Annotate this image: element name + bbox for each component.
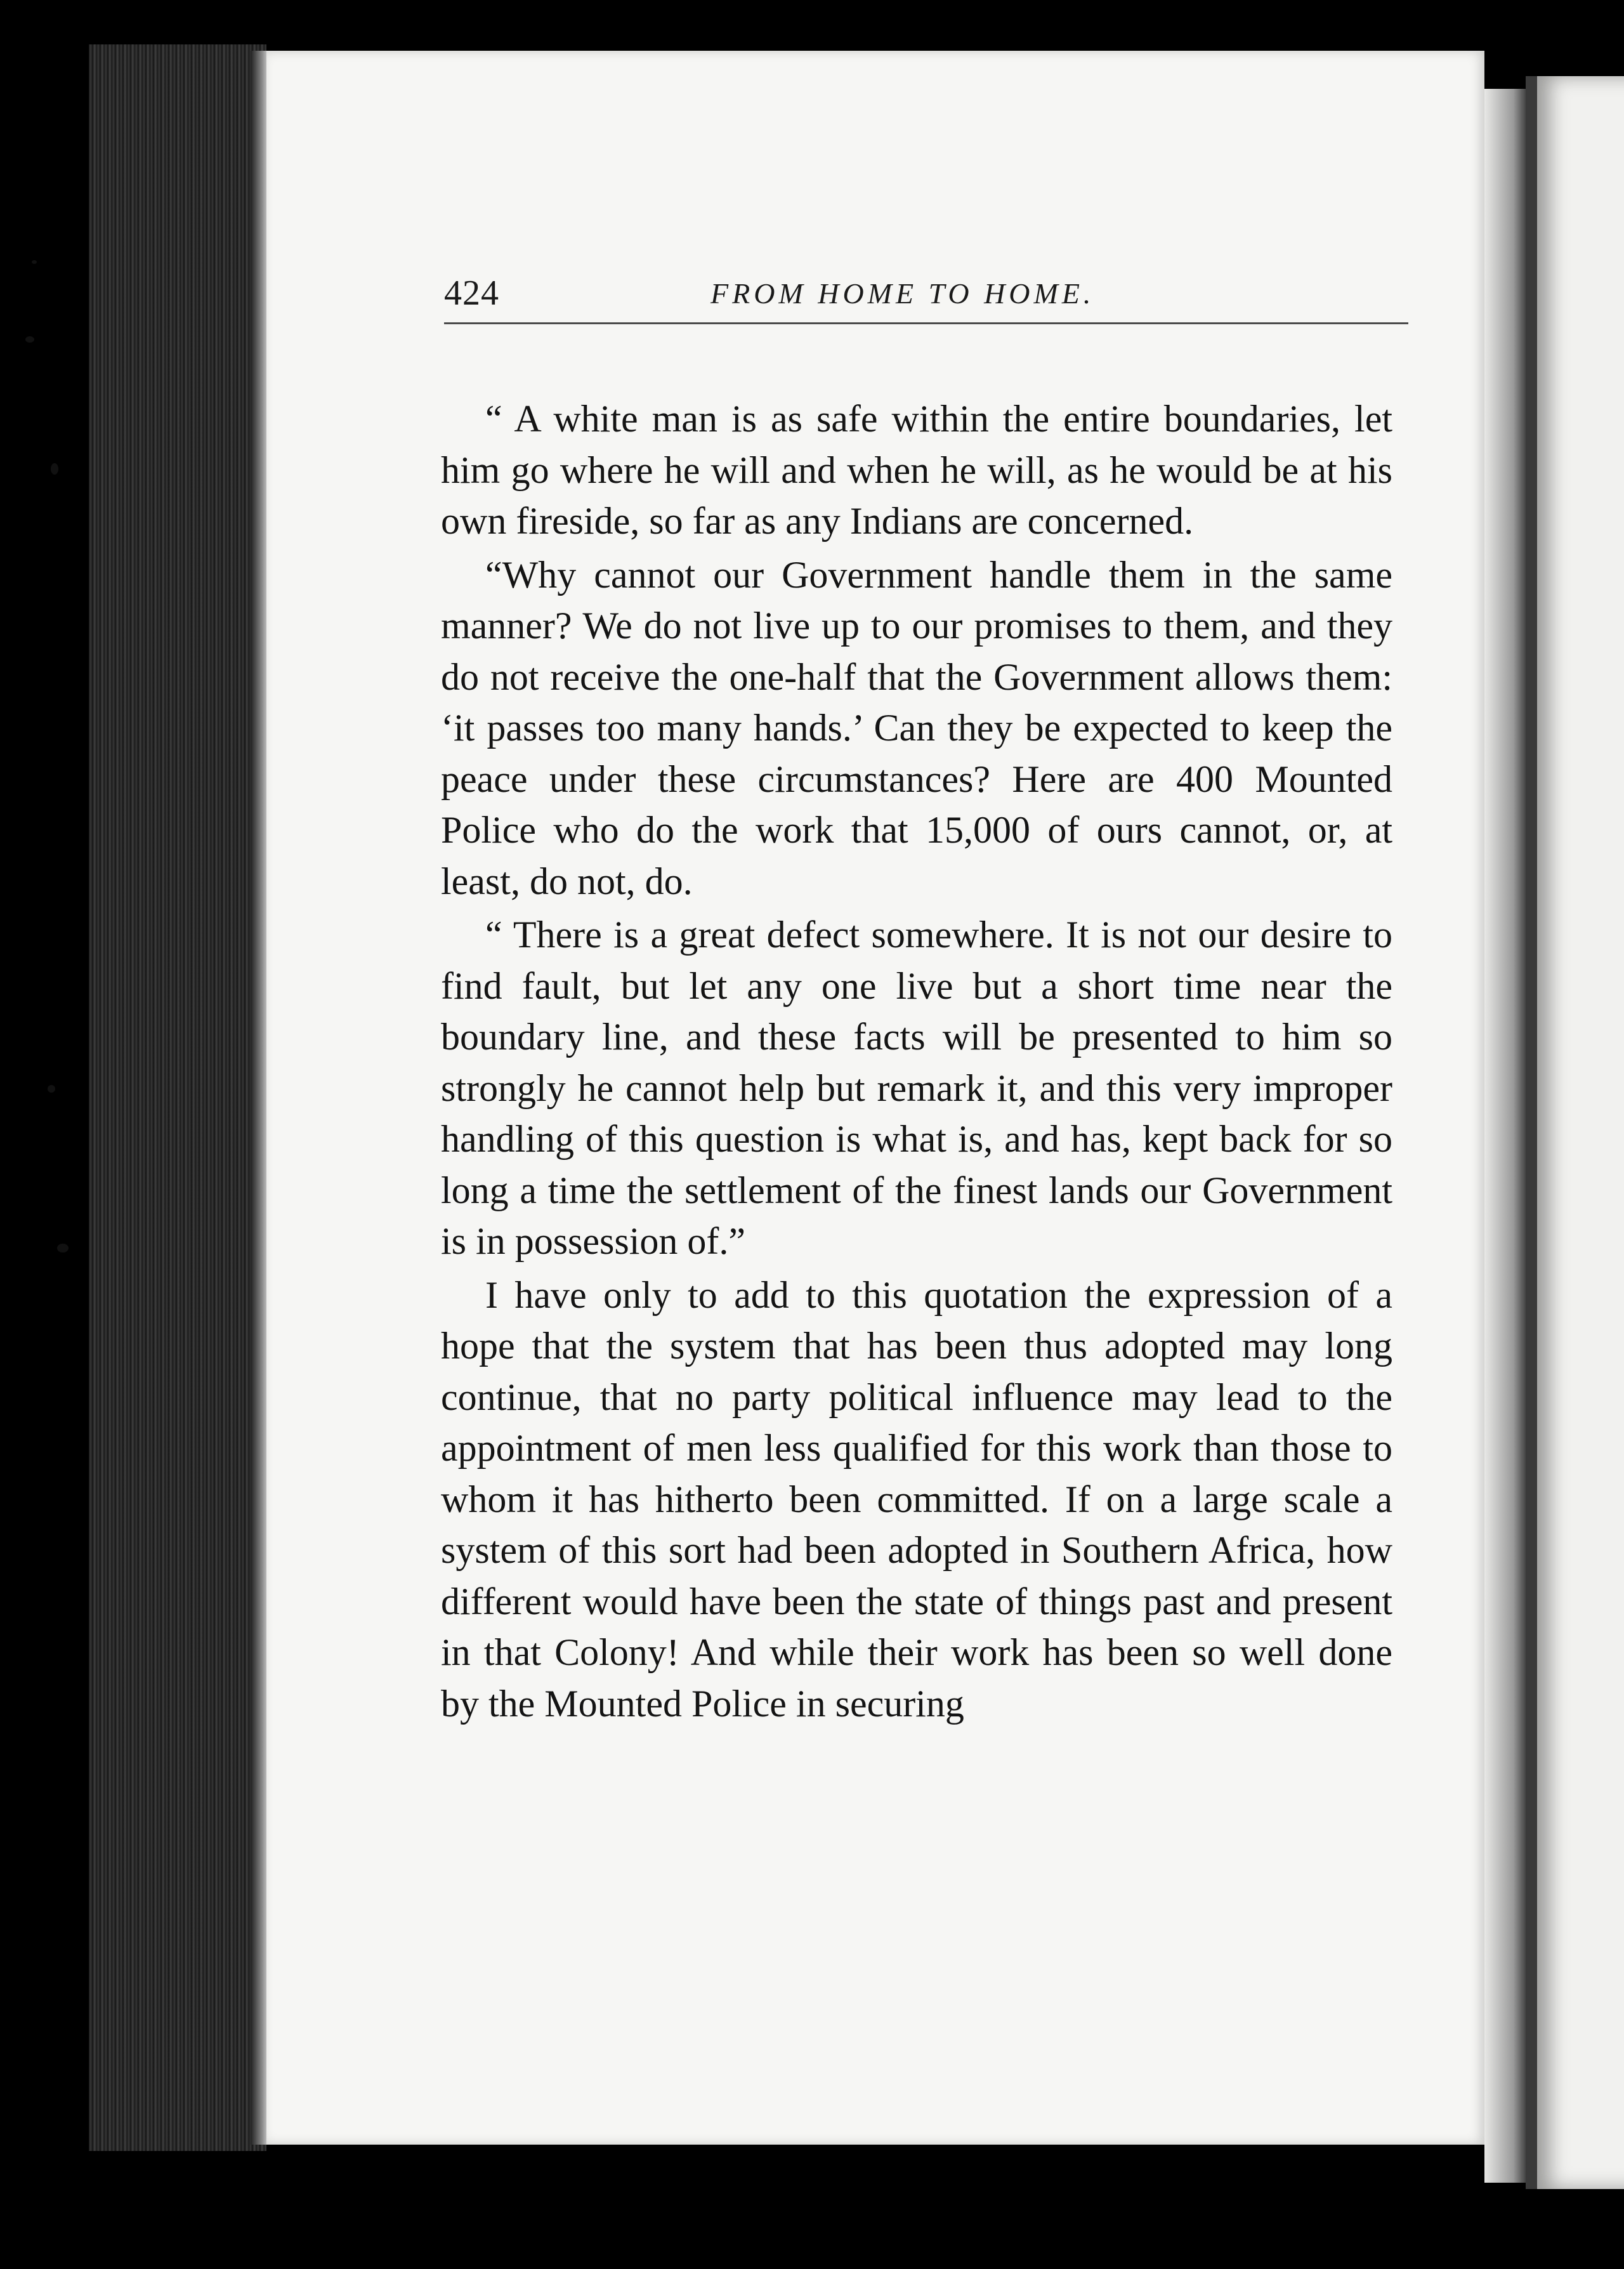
facing-page (1526, 76, 1624, 2189)
scan-speck (25, 336, 34, 343)
book-spine-edge (89, 44, 266, 2151)
page-edge-shadow (1484, 89, 1526, 2183)
running-head: FROM HOME TO HOME. (710, 277, 1095, 310)
scan-speck (51, 463, 58, 475)
paragraph: “ A white man is as safe within the entire boundaries, let him go where he will and when he will, as he would be at his own fireside, so far as any Indians are concerned. (441, 398, 1392, 542)
paragraph: I have only to add to this quotation the expression of a hope that the system that has been thus adopted may long continue, that no party political influence may lead to the appointment of men less qualified for this work than those to whom it has hitherto been committed. If on a large scale a system of this sort had been adopted in Southern Africa, how different would have been the state of things past and present in that Colony! And while their work has been so well done by the Mounted Police in securing (441, 1273, 1392, 1725)
paragraph: “Why cannot our Government handle them in the same manner? We do not live up to our promises to them, and they do not receive the one-half that the Government allows them: ‘it passes too many hands.’ Can they be expected to keep the peace under these circumstances? Here are 400 Mounted Police who do the work that 15,000 of ours cannot, or, at least, do not, do. (441, 553, 1392, 902)
book-page (266, 51, 1484, 2145)
page-header (444, 273, 1408, 343)
scan-speck (48, 1085, 55, 1093)
body-text (441, 393, 1392, 1732)
paragraph: “ There is a great defect somewhere. It is not our desire to find fault, but let any one live but a short time near the boundary line, and these facts will be presented to him so strongly he cannot help but remark it, and this very improper handling of this question is what is, and has, kept back for so long a time the settlement of the finest lands our Government is in possession of.” (441, 914, 1392, 1262)
scan-speck (32, 260, 37, 264)
scan-speck (57, 1244, 69, 1253)
page-number: 424 (444, 273, 499, 313)
header-rule (444, 322, 1408, 324)
